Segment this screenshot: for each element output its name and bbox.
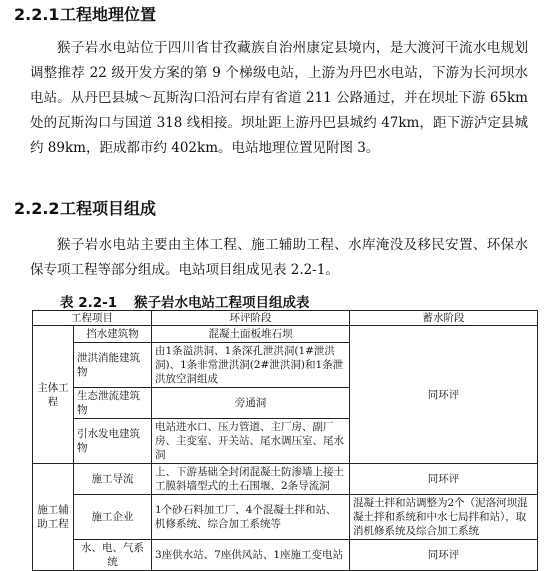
sub-item: 挡水建筑物: [74, 326, 152, 343]
table-header-row: [33, 311, 538, 326]
eia-cell: 1个砂石料加工厂、4个混凝土拌和站、机修系统、综合加工系统等: [152, 495, 350, 540]
storage-cell: 同环评: [350, 540, 538, 571]
sub-item: 泄洪消能建筑物: [74, 343, 152, 388]
eia-cell: 混凝土面板堆石坝: [152, 326, 350, 343]
paragraph-location: 猴子岩水电站位于四川省甘孜藏族自治州康定县境内，是大渡河干流水电规划调整推荐 22 级开发方案的第 9 个梯级电站，上游为丹巴水电站，下游为长河坝水电站。从丹巴县城～瓦斯沟口沿河右岸有省道 211 公路通过，并在坝址下游 65km 处的瓦斯沟口与国道 318 线相接。坝址距上游丹巴县城约 47km，距下游泸定县城约 89km，距成都市约 402km。电站地理位置见附图 3。: [30, 40, 528, 156]
table-row: [33, 495, 538, 540]
section-heading-location: [14, 2, 156, 25]
header-storage: 蓄水阶段: [350, 311, 538, 326]
table-number: 表 2.2-1: [60, 295, 118, 311]
sub-item: 生态泄流建筑物: [74, 388, 152, 419]
table-row: [33, 540, 538, 571]
table-caption: [60, 291, 310, 311]
eia-cell: 3座供水站、7座供风站、1座施工变电站: [152, 540, 350, 571]
section-heading-composition: [14, 196, 156, 219]
eia-cell: 旁通洞: [152, 388, 350, 419]
storage-cell: 同环评: [350, 326, 538, 464]
section-number: 2.2.1: [14, 5, 60, 24]
sub-item: 施工企业: [74, 495, 152, 540]
sub-item: 水、电、气系统: [74, 540, 152, 571]
sub-item: 施工导流: [74, 464, 152, 495]
table-row: [33, 464, 538, 495]
eia-cell: 由1条溢洪洞、1条深孔泄洪洞(1#泄洪洞)、1条非常泄洪洞(2#泄洪洞)和1条泄洪放空洞组成: [152, 343, 350, 388]
header-eia: 环评阶段: [152, 311, 350, 326]
paragraph-composition: 猴子岩水电站主要由主体工程、施工辅助工程、水库淹没及移民安置、环保水保专项工程等部分组成。电站项目组成见表 2.2-1。: [30, 237, 528, 278]
table-title: 猴子岩水电站工程项目组成表: [134, 295, 310, 311]
section-title: 工程项目组成: [60, 199, 157, 218]
group-name: 施工辅助工程: [33, 464, 74, 571]
storage-cell: 混凝土拌和站调整为2个（泥洛河坝混凝土拌和系统和中水七局拌和站），取消机修系统及综合加工系统: [350, 495, 538, 540]
header-item: 工程项目: [33, 311, 152, 326]
eia-cell: 上、下游基础全封闭混凝土防渗墙上接土工膜斜墙型式的土石围堰、2条导流洞: [152, 464, 350, 495]
section-title: 工程地理位置: [60, 5, 157, 24]
table-row: [33, 326, 538, 343]
group-name: 主体工程: [33, 326, 74, 464]
sub-item: 引水发电建筑物: [74, 419, 152, 464]
project-composition-table: [32, 310, 538, 571]
eia-cell: 电站进水口、压力管道、主厂房、副厂房、主变室、开关站、尾水调压室、尾水洞: [152, 419, 350, 464]
section-number: 2.2.2: [14, 199, 60, 218]
storage-cell: 同环评: [350, 464, 538, 495]
